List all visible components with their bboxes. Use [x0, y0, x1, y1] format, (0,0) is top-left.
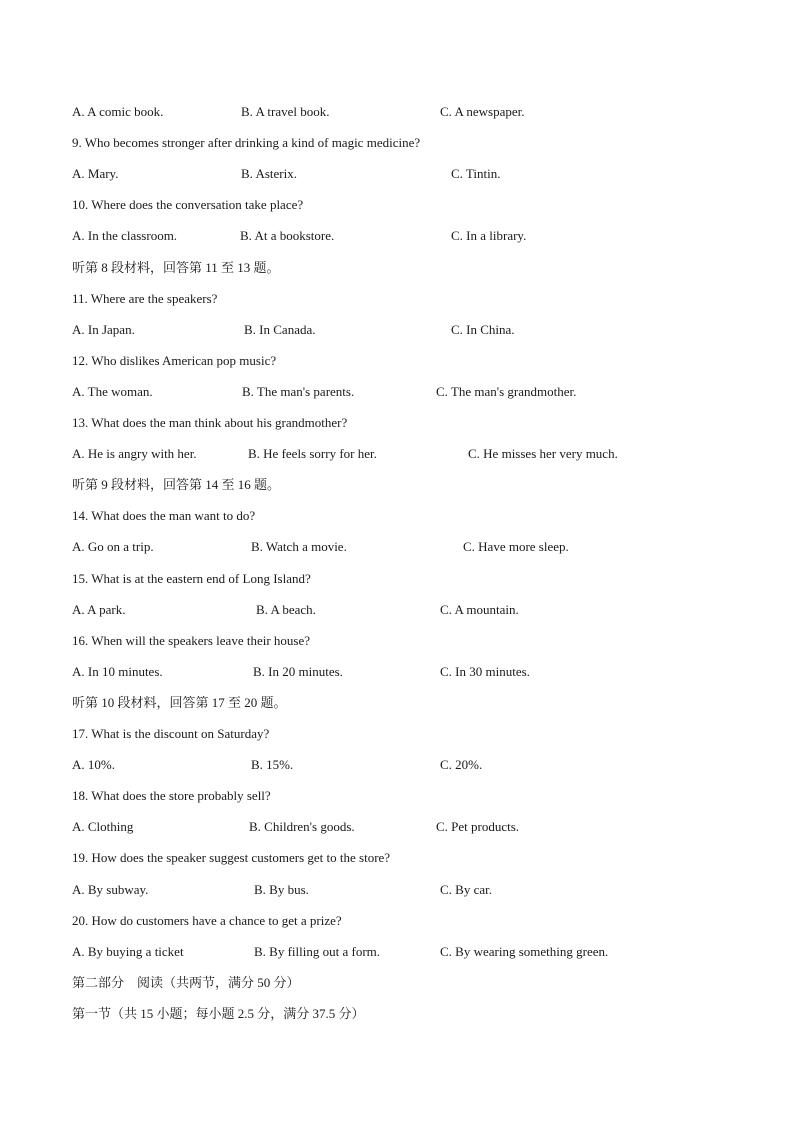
answer-option-b: B. A travel book. [241, 104, 330, 119]
section-header-text: 第一节（共 15 小题；每小题 2.5 分，满分 37.5 分） [72, 1006, 365, 1021]
answer-option-a: A. By buying a ticket [72, 944, 184, 959]
answer-option-a: A. In Japan. [72, 322, 135, 337]
option-row [0, 880, 794, 900]
option-row [0, 102, 794, 122]
option-row [0, 320, 794, 340]
question-row [0, 506, 794, 526]
option-row [0, 817, 794, 837]
answer-option-a: A. Go on a trip. [72, 539, 154, 554]
answer-option-c: C. A mountain. [440, 602, 519, 617]
question-text: 12. Who dislikes American pop music? [72, 353, 277, 368]
section-header-text: 听第 10 段材料，回答第 17 至 20 题。 [72, 695, 287, 710]
answer-option-a: A. 10%. [72, 757, 115, 772]
question-row [0, 413, 794, 433]
option-row [0, 942, 794, 962]
option-row [0, 600, 794, 620]
question-text: 10. Where does the conversation take place? [72, 197, 304, 212]
question-row [0, 569, 794, 589]
section-header-text: 听第 9 段材料，回答第 14 至 16 题。 [72, 477, 281, 492]
answer-option-c: C. The man's grandmother. [436, 384, 577, 399]
question-text: 20. How do customers have a chance to get a prize? [72, 913, 342, 928]
question-text: 11. Where are the speakers? [72, 291, 218, 306]
question-text: 17. What is the discount on Saturday? [72, 726, 270, 741]
answer-option-b: B. Watch a movie. [251, 539, 347, 554]
question-text: 14. What does the man want to do? [72, 508, 256, 523]
answer-option-a: A. A comic book. [72, 104, 164, 119]
question-text: 16. When will the speakers leave their house? [72, 633, 311, 648]
question-text: 19. How does the speaker suggest customers get to the store? [72, 850, 391, 865]
section-header [0, 475, 794, 495]
option-row [0, 164, 794, 184]
question-row [0, 786, 794, 806]
section-header-text: 听第 8 段材料，回答第 11 至 13 题。 [72, 260, 280, 275]
section-header [0, 973, 794, 993]
answer-option-c: C. He misses her very much. [468, 446, 618, 461]
answer-option-a: A. Mary. [72, 166, 119, 181]
question-row [0, 195, 794, 215]
answer-option-a: A. The woman. [72, 384, 153, 399]
question-row [0, 724, 794, 744]
section-header [0, 258, 794, 278]
answer-option-b: B. A beach. [256, 602, 316, 617]
answer-option-b: B. 15%. [251, 757, 294, 772]
answer-option-a: A. In the classroom. [72, 228, 178, 243]
answer-option-b: B. In 20 minutes. [253, 664, 343, 679]
answer-option-a: A. He is angry with her. [72, 446, 197, 461]
answer-option-a: A. A park. [72, 602, 126, 617]
question-row [0, 289, 794, 309]
answer-option-c: C. In 30 minutes. [440, 664, 530, 679]
option-row [0, 662, 794, 682]
option-row [0, 382, 794, 402]
answer-option-a: A. In 10 minutes. [72, 664, 163, 679]
question-row [0, 631, 794, 651]
section-header [0, 693, 794, 713]
answer-option-c: C. A newspaper. [440, 104, 525, 119]
question-text: 9. Who becomes stronger after drinking a kind of magic medicine? [72, 135, 421, 150]
answer-option-c: C. Tintin. [451, 166, 501, 181]
answer-option-c: C. Have more sleep. [463, 539, 569, 554]
section-header [0, 1004, 794, 1024]
answer-option-c: C. By wearing something green. [440, 944, 609, 959]
question-row [0, 133, 794, 153]
answer-option-c: C. In a library. [451, 228, 527, 243]
answer-option-a: A. By subway. [72, 882, 149, 897]
answer-option-b: B. By bus. [254, 882, 309, 897]
option-row [0, 537, 794, 557]
answer-option-b: B. In Canada. [244, 322, 316, 337]
question-text: 13. What does the man think about his grandmother? [72, 415, 348, 430]
question-text: 15. What is at the eastern end of Long Island? [72, 571, 311, 586]
option-row [0, 755, 794, 775]
answer-option-b: B. The man's parents. [242, 384, 355, 399]
option-row [0, 226, 794, 246]
question-text: 18. What does the store probably sell? [72, 788, 271, 803]
answer-option-b: B. At a bookstore. [240, 228, 335, 243]
answer-option-b: B. He feels sorry for her. [248, 446, 377, 461]
answer-option-b: B. Children's goods. [249, 819, 355, 834]
question-row [0, 848, 794, 868]
option-row [0, 444, 794, 464]
answer-option-c: C. Pet products. [436, 819, 520, 834]
section-header-text: 第二部分 阅读（共两节，满分 50 分） [72, 975, 300, 990]
answer-option-a: A. Clothing [72, 819, 134, 834]
question-row [0, 911, 794, 931]
answer-option-c: C. By car. [440, 882, 492, 897]
answer-option-b: B. By filling out a form. [254, 944, 381, 959]
answer-option-b: B. Asterix. [241, 166, 297, 181]
answer-option-c: C. 20%. [440, 757, 483, 772]
answer-option-c: C. In China. [451, 322, 515, 337]
question-row [0, 351, 794, 371]
